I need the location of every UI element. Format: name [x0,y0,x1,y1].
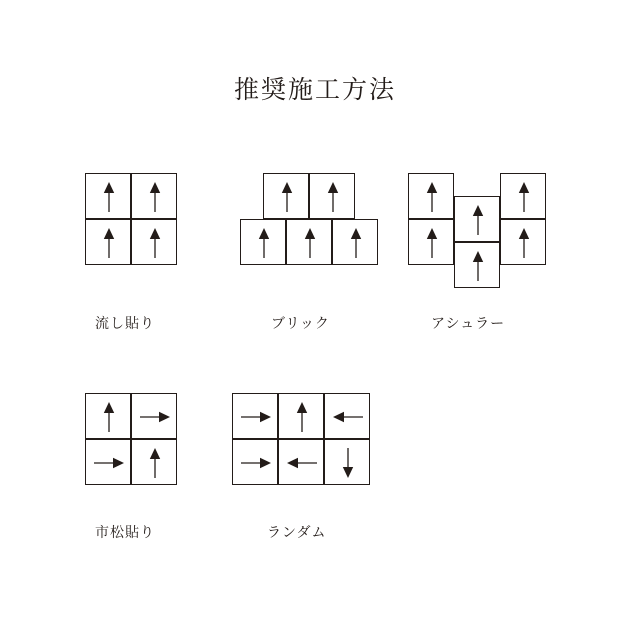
tile [309,173,355,219]
tile [454,242,500,288]
tile [85,219,131,265]
arrow-up-icon [501,220,545,266]
arrow-up-icon [501,174,545,220]
tile [286,219,332,265]
arrow-up-icon [241,220,285,266]
arrow-right-icon [233,394,277,440]
tile [85,393,131,439]
tile [278,393,324,439]
arrow-up-icon [132,440,176,486]
pattern-caption-random: ランダム [267,525,327,541]
tile [85,439,131,485]
arrow-left-icon [325,394,369,440]
arrow-up-icon [455,243,499,289]
tile [500,173,546,219]
tile [408,173,454,219]
pattern-caption-brick: ブリック [271,316,330,332]
arrow-up-icon [279,394,323,440]
tile [131,173,177,219]
pattern-caption-nagashibari: 流し貼り [95,316,155,332]
tile [131,219,177,265]
tile [324,439,370,485]
arrow-up-icon [264,174,308,220]
arrow-up-icon [333,220,377,266]
arrow-up-icon [132,174,176,220]
tile [454,196,500,242]
arrow-up-icon [86,220,130,266]
pattern-caption-ichimatsu: 市松貼り [95,525,155,541]
arrow-up-icon [287,220,331,266]
tile [332,219,378,265]
tile [232,393,278,439]
arrow-up-icon [409,174,453,220]
arrow-up-icon [86,174,130,220]
tile [263,173,309,219]
tile [85,173,131,219]
arrow-right-icon [132,394,176,440]
arrow-down-icon [325,440,369,486]
arrow-up-icon [86,394,130,440]
arrow-right-icon [233,440,277,486]
tile [408,219,454,265]
arrow-up-icon [455,197,499,243]
tile [324,393,370,439]
tile [131,439,177,485]
arrow-up-icon [409,220,453,266]
arrow-up-icon [310,174,354,220]
tile [131,393,177,439]
diagram-title: 推奨施工方法 [233,75,396,104]
arrow-left-icon [279,440,323,486]
arrow-right-icon [86,440,130,486]
tile [240,219,286,265]
tile [500,219,546,265]
pattern-caption-ashlar: アシュラー [431,316,506,332]
tile [232,439,278,485]
arrow-up-icon [132,220,176,266]
tile [278,439,324,485]
